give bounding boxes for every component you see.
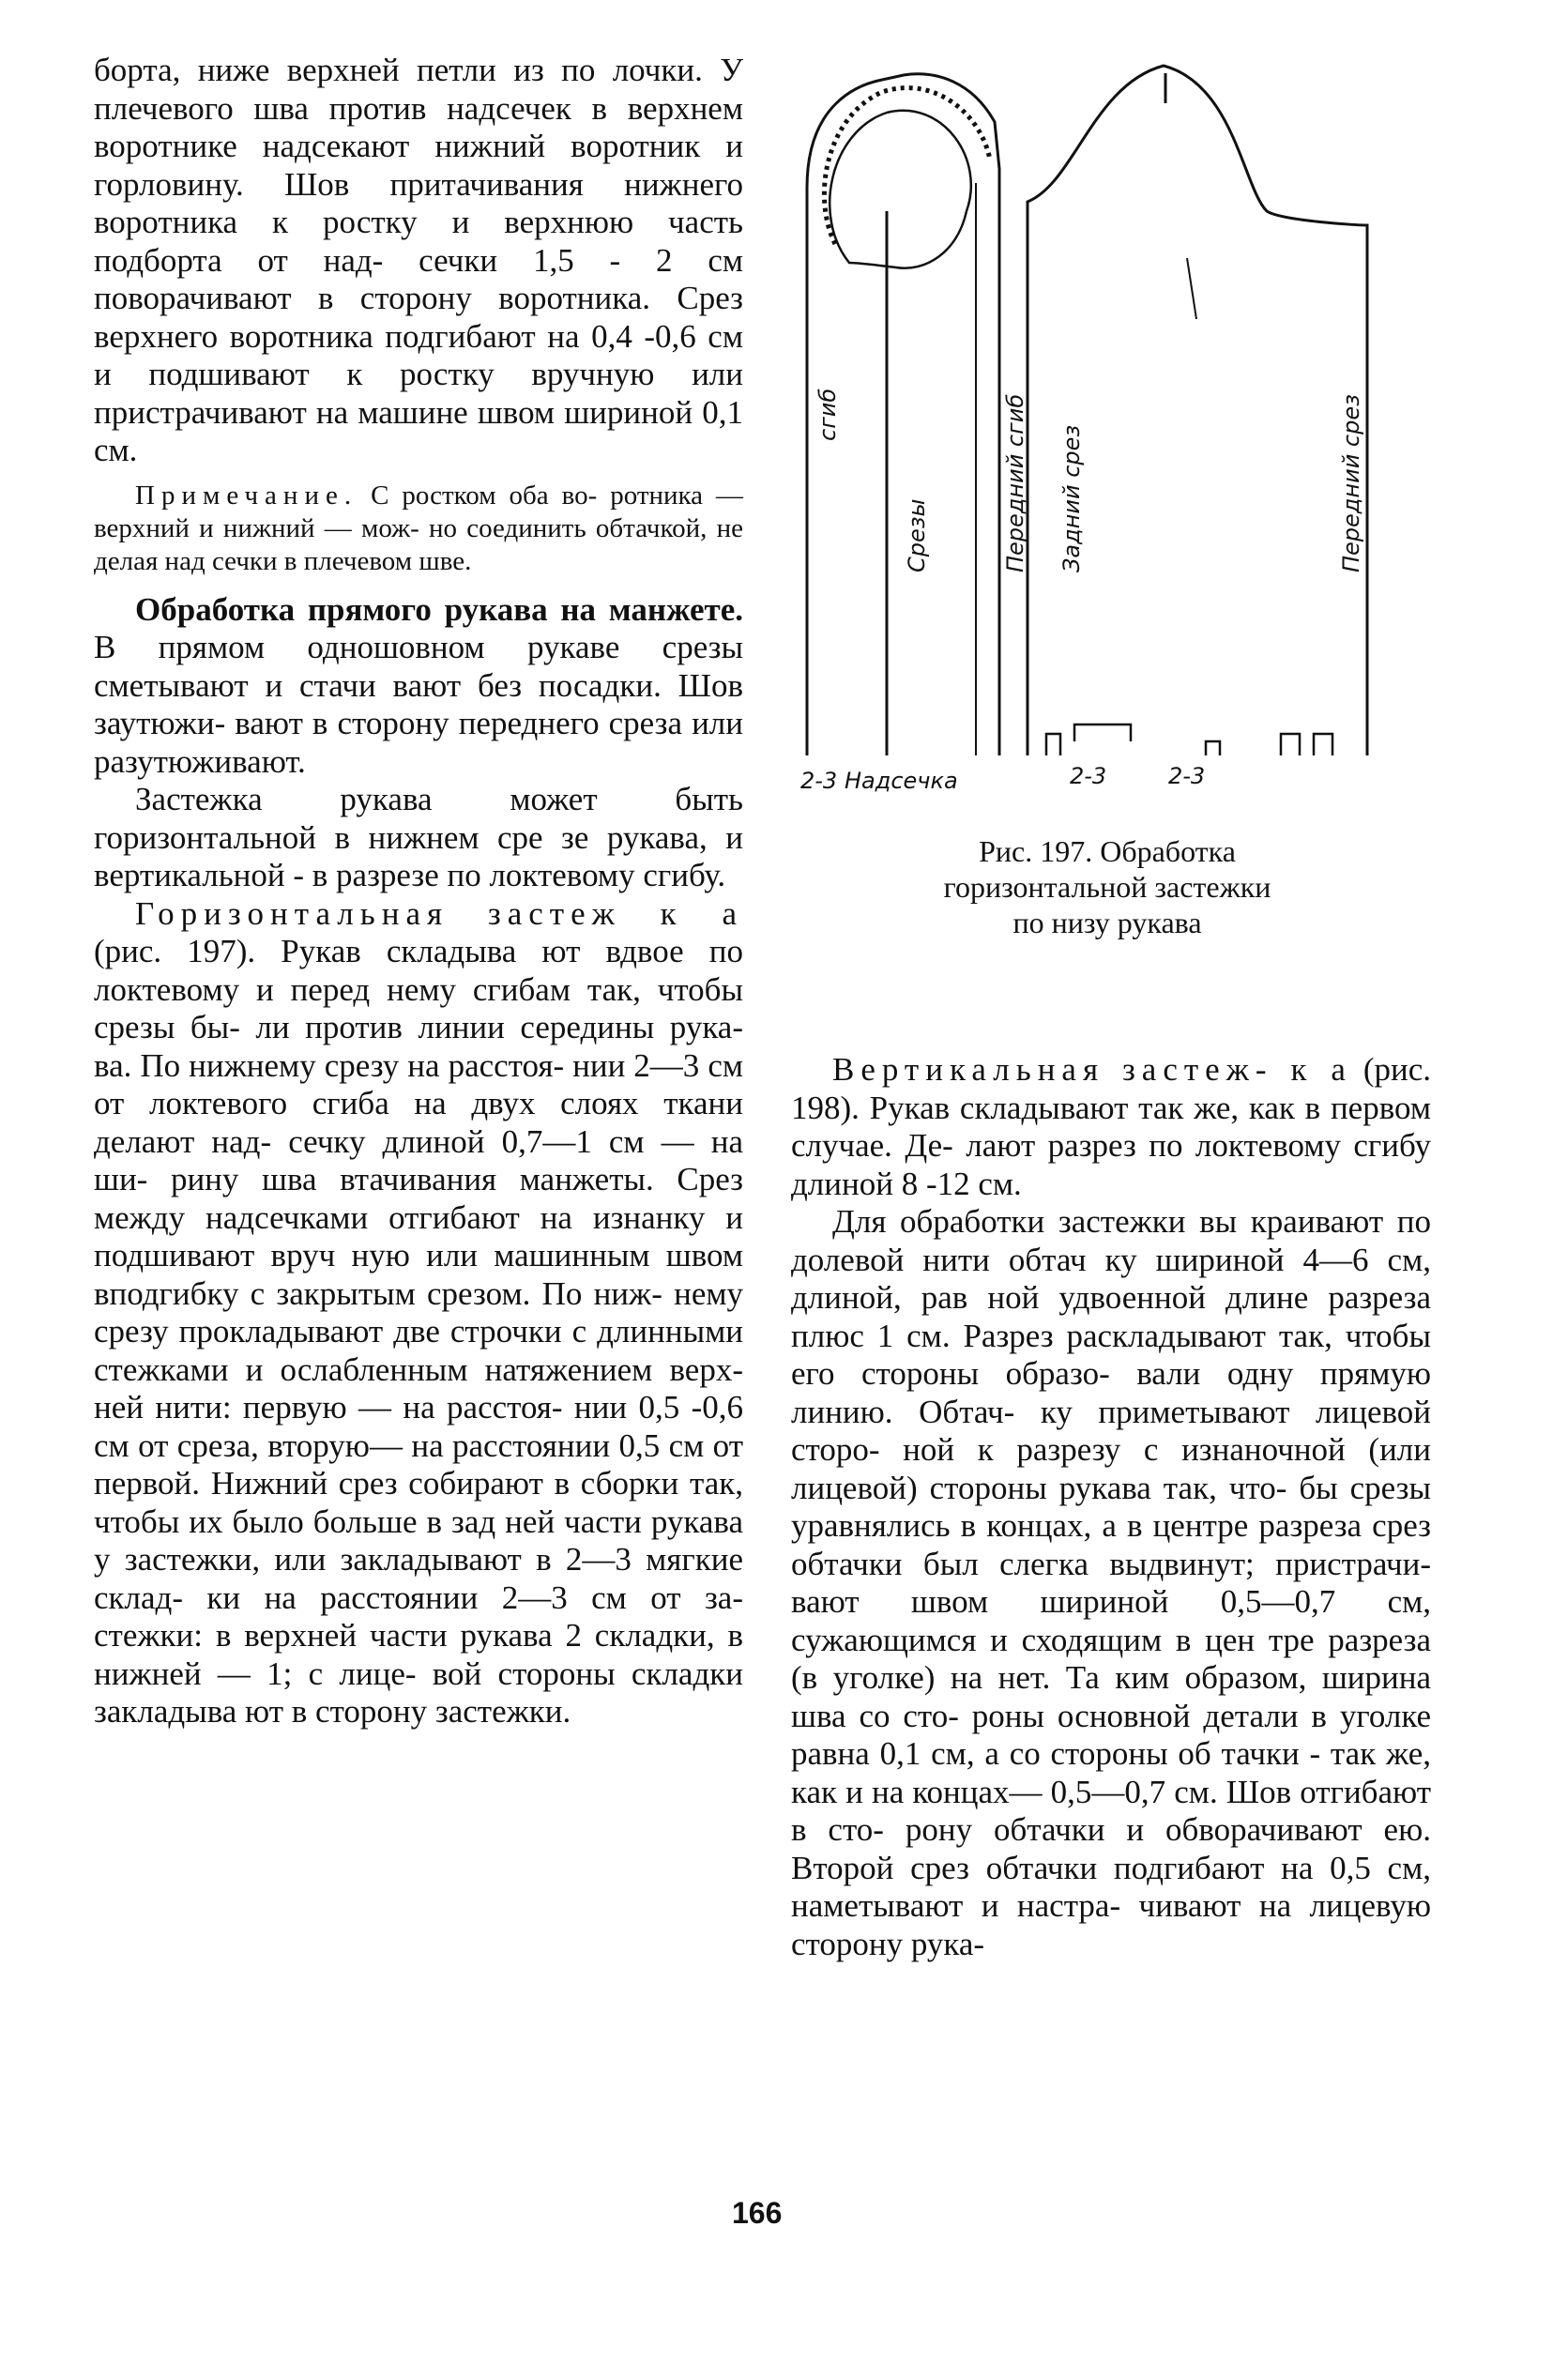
dim-mid-label: 2-3 [1070,763,1107,789]
head-circle [830,111,971,268]
note-lead: Примечание. [135,480,358,511]
note-text: С ростком оба во- ротника — верхний и нижний — мож- но соединить обтачкой, не делая над сечки в плечевом шве. [94,480,744,576]
left-column [94,52,743,1731]
spaced-lead: Вертикальная застеж- к а [832,1051,1352,1088]
back-cut-label: Задний срез [1058,424,1085,572]
paragraph: борта, ниже верхней петли из по лочки. У плечевого шва против надсечек в верхнем воротнике надсекают нижний воротник и горловину. Шов притачивания нижнего воротника к ростку и верхнюю часть подборта от над- сечки 1,5 - 2 см поворачивают в сторону воротника. Срез верхнего воротника подгибают на 0,4 -0,6 см и подшивают к ростку вручную или пристрачивают на машине швом шириной 0,1 см. [94,52,743,468]
paragraph [94,895,743,1731]
sleeve-diagram [793,47,1440,816]
grain-line [1187,258,1196,319]
dim-right-label: 2-3 [1168,763,1206,789]
paragraph: Застежка рукава может быть горизонтальной в нижнем сре зе рукава, и вертикальной - в разрезе по локтевому сгибу. [94,781,743,893]
front-cut-label: Передний срез [1338,394,1364,572]
note [94,480,743,578]
cuts-label: Срезы [904,498,930,572]
front-fold-label: Передний сгиб [1002,393,1028,572]
figure-197 [793,47,1440,816]
paragraph: Для обработки застежки вы краивают по долевой нити обтач ку шириной 4—6 см, длиной, рав ной удвоенной длине разреза плюс 1 см. Разрез раскладывают так, чтобы его стороны образо- вали одну прямую линию. Обтач- ку приметывают лицевой сторо- ной к разрезу с изнаночной (или лицевой) стороны рукава так, что- бы срезы уравнялись в концах, а в центре разреза срез обтачки был слегка выдвинут; пристрачи- вают швом шириной 0,5—0,7 см, сужающимся и сходящим в цен тре разреза (в уголке) на нет. Та ким образом, ширина шва со сто- роны основной детали в уголке равна 0,1 см, а со стороны об тачки - так же, как и на концах— 0,5—0,7 см. Шов отгибают в сто- рону обтачки и обворачивают ею. Второй срез обтачки подгибают на 0,5 см, наметывают и настра- чивают на лицевую сторону рука- [791,1203,1431,1962]
caption-line: горизонтальной застежки [943,870,1271,904]
paragraph-text: (рис. 198). Рукав складывают так же, как в первом случае. Де- лают разрез по локтевому сгибу длиной 8 -12 см. [791,1051,1432,1202]
notch-label: Надсечка [845,768,958,794]
caption-line: Рис. 197. Обработка [979,834,1236,868]
right-column [791,1051,1431,1963]
page-number: 166 [732,2196,783,2230]
caption-line: по низу рукава [1012,906,1202,939]
figure-caption [845,833,1370,940]
bottom-notches [1046,724,1332,755]
dim-left-label: 2-3 [800,768,838,794]
section-text: В прямом одношовном рукаве срезы сметывают и стачи вают без посадки. Шов заутюжи- вают в сторону переднего среза или разутюживают. [94,629,743,780]
spaced-lead: Горизонтальная застеж к а [135,894,743,932]
fold-label: сгиб [814,388,841,441]
paragraph [791,1051,1431,1203]
section-paragraph [94,591,743,782]
paragraph-text: (рис. 197). Рукав складыва ют вдвое по локтевому и перед нему сгибам так, чтобы срезы бы- ли против линии середины рука- ва. По нижнему срезу на расстоя- нии 2—3 см от локтевого сгиба на двух слоях ткани делают над- сечку длиной 0,7—1 см — на ши- рину шва втачивания манжеты. Срез между надсечками отгибают на изнанку и подшивают вруч ную или машинным швом вподгибку с закрытым срезом. По ниж- нему срезу прокладывают две строчки с длинными стежками и ослабленным натяжением верх- ней нити: первую — на расстоя- нии 0,5 -0,6 см от среза, вторую— на расстоянии 0,5 см от первой. Нижний срез собирают в сборки так, чтобы их было больше в зад ней части рукава у застежки, или закладывают в 2—3 мягкие склад- ки на расстоянии 2—3 см от за- стежки: в верхней части рукава 2 складки, в нижней — 1; с лице- вой стороны складки закладыва ют в сторону застежки. [94,933,743,1730]
open-sleeve-outline [1028,66,1367,755]
section-title: Обработка прямого рукава на манжете. [135,590,743,628]
